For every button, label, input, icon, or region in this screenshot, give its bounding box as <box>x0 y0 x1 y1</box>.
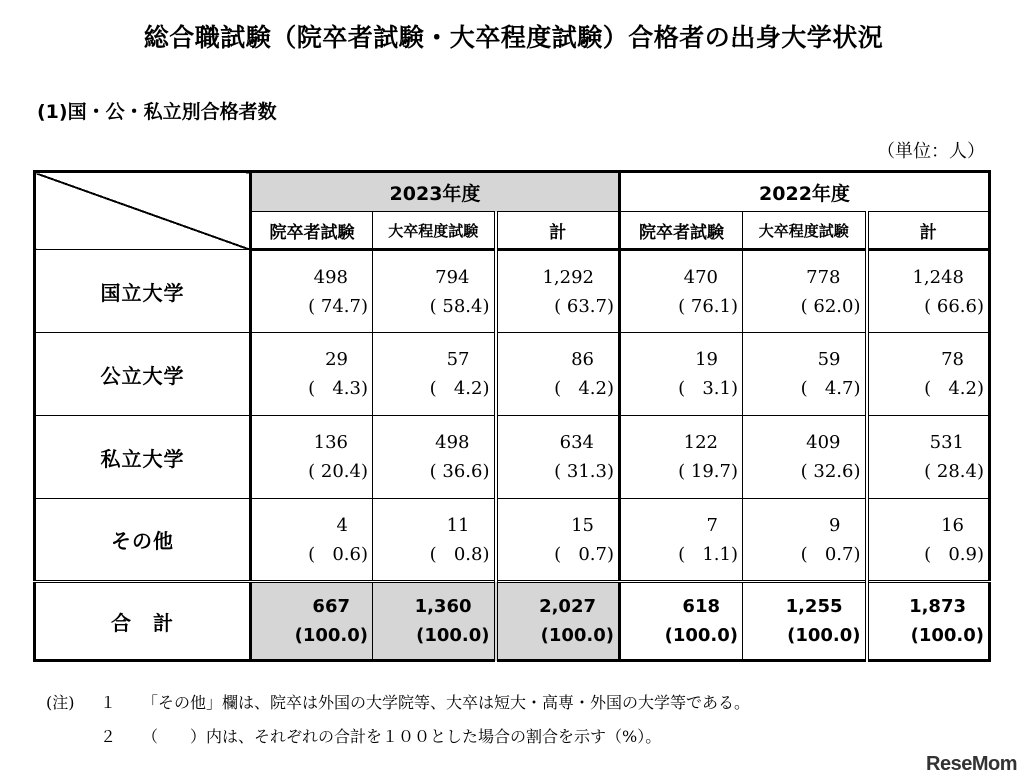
data-cell <box>620 499 743 582</box>
row-label: 公立大学 <box>35 333 251 416</box>
total-cell <box>743 582 867 661</box>
total-cell <box>251 582 373 661</box>
cell-value: 498 <box>313 266 348 288</box>
unit-label: （単位：人） <box>877 141 985 162</box>
cell-value: 778 <box>806 266 841 288</box>
col-header-undergrad: 大卒程度試験 <box>743 212 867 250</box>
data-cell <box>743 499 867 582</box>
table-row <box>35 416 990 499</box>
cell-value: 667 <box>312 596 350 617</box>
cell-percent: ( 62.0) <box>800 295 861 317</box>
cell-value: 11 <box>446 514 470 536</box>
cell-value: 794 <box>435 266 470 288</box>
year-header-2023: 2023年度 <box>251 172 620 212</box>
footnote-text: （ ）内は、それぞれの合計を１００とした場合の割合を示す（%）。 <box>142 727 662 746</box>
cell-percent: ( 76.1) <box>678 295 738 317</box>
results-table <box>33 170 991 662</box>
cell-value: 1,873 <box>909 596 966 617</box>
footnote-2 <box>46 720 750 754</box>
cell-percent: ( 4.2) <box>429 378 490 399</box>
cell-percent: ( 3.1) <box>678 378 738 399</box>
data-cell <box>373 416 496 499</box>
cell-value: 1,248 <box>912 266 964 288</box>
cell-percent: ( 63.7) <box>554 295 614 317</box>
data-cell <box>373 333 496 416</box>
cell-percent: (100.0) <box>416 625 490 646</box>
cell-percent: ( 0.7) <box>554 543 614 565</box>
cell-value: 29 <box>325 349 348 370</box>
col-header-total: 計 <box>496 212 620 250</box>
cell-value: 78 <box>941 349 964 370</box>
cell-value: 531 <box>929 432 964 453</box>
cell-value: 1,360 <box>414 596 472 617</box>
data-cell <box>620 333 743 416</box>
data-cell <box>251 416 373 499</box>
cell-percent: (100.0) <box>294 625 368 646</box>
data-cell <box>251 250 373 333</box>
section-subtitle: (1)国・公・私立別合格者数 <box>37 101 277 123</box>
footnote-number: ２ <box>100 727 117 746</box>
cell-percent: ( 36.6) <box>429 461 490 482</box>
page-title: 総合職試験（院卒者試験・大卒程度試験）合格者の出身大学状況 <box>143 23 884 52</box>
data-cell <box>496 499 620 582</box>
total-label: 合 計 <box>35 582 251 661</box>
cell-value: 9 <box>829 514 841 536</box>
row-label: その他 <box>35 499 251 582</box>
cell-value: 57 <box>446 349 470 370</box>
table-row <box>35 250 990 333</box>
cell-percent: ( 4.3) <box>308 378 368 399</box>
cell-percent: ( 4.2) <box>924 378 984 399</box>
corner-cell <box>35 172 251 250</box>
total-row <box>35 582 990 661</box>
cell-value: 15 <box>571 514 594 536</box>
footnote-prefix: (注) <box>46 693 75 712</box>
cell-value: 498 <box>435 432 470 453</box>
cell-percent: ( 0.6) <box>308 543 368 565</box>
cell-value: 1,292 <box>542 266 594 288</box>
row-label: 私立大学 <box>35 416 251 499</box>
data-cell <box>373 250 496 333</box>
data-cell <box>620 250 743 333</box>
cell-percent: ( 32.6) <box>800 461 861 482</box>
col-header-total: 計 <box>867 212 990 250</box>
total-cell <box>373 582 496 661</box>
cell-value: 1,255 <box>785 596 843 617</box>
footnote-text: 「その他」欄は、院卒は外国の大学院等、大卒は短大・高専・外国の大学等である。 <box>142 693 751 712</box>
data-cell <box>373 499 496 582</box>
footnote-number: １ <box>100 693 117 712</box>
cell-value: 4 <box>336 514 348 536</box>
data-cell <box>867 499 990 582</box>
footnote-1 <box>46 686 750 720</box>
cell-value: 634 <box>559 432 594 453</box>
cell-value: 86 <box>571 349 594 370</box>
cell-percent: (100.0) <box>664 625 738 646</box>
col-header-graduate: 院卒者試験 <box>251 212 373 250</box>
cell-value: 470 <box>683 266 718 288</box>
data-cell <box>867 333 990 416</box>
cell-value: 618 <box>682 596 720 617</box>
cell-value: 409 <box>806 432 841 453</box>
data-cell <box>496 333 620 416</box>
total-cell <box>496 582 620 661</box>
cell-percent: (100.0) <box>910 625 984 646</box>
cell-value: 7 <box>706 514 718 536</box>
cell-percent: ( 19.7) <box>678 461 738 482</box>
cell-percent: ( 4.7) <box>800 378 861 399</box>
cell-value: 59 <box>817 349 841 370</box>
data-cell <box>743 333 867 416</box>
data-cell <box>743 416 867 499</box>
cell-percent: ( 0.9) <box>924 543 984 565</box>
data-cell <box>251 333 373 416</box>
cell-value: 136 <box>313 432 348 453</box>
resemom-logo: ReseMom <box>926 753 1017 775</box>
cell-value: 122 <box>683 432 718 453</box>
data-cell <box>743 250 867 333</box>
data-cell <box>496 416 620 499</box>
year-header-2022: 2022年度 <box>620 172 990 212</box>
data-cell <box>251 499 373 582</box>
data-cell <box>867 250 990 333</box>
cell-value: 2,027 <box>539 596 596 617</box>
cell-percent: ( 66.6) <box>924 295 984 317</box>
cell-percent: ( 74.7) <box>308 295 368 317</box>
data-cell <box>867 416 990 499</box>
cell-percent: ( 31.3) <box>554 461 614 482</box>
cell-percent: ( 0.7) <box>800 543 861 565</box>
table-row <box>35 333 990 416</box>
cell-percent: ( 1.1) <box>678 543 738 565</box>
total-cell <box>867 582 990 661</box>
table-row <box>35 499 990 582</box>
cell-percent: (100.0) <box>787 625 861 646</box>
cell-value: 16 <box>941 514 964 536</box>
cell-percent: ( 28.4) <box>924 461 984 482</box>
cell-percent: ( 20.4) <box>308 461 368 482</box>
cell-value: 19 <box>695 349 718 370</box>
total-cell <box>620 582 743 661</box>
footnotes <box>46 686 750 754</box>
cell-percent: (100.0) <box>540 625 614 646</box>
col-header-undergrad: 大卒程度試験 <box>373 212 496 250</box>
cell-percent: ( 58.4) <box>429 295 490 317</box>
data-cell <box>620 416 743 499</box>
col-header-graduate: 院卒者試験 <box>620 212 743 250</box>
cell-percent: ( 0.8) <box>429 543 490 565</box>
cell-percent: ( 4.2) <box>554 378 614 399</box>
data-cell <box>496 250 620 333</box>
row-label: 国立大学 <box>35 250 251 333</box>
